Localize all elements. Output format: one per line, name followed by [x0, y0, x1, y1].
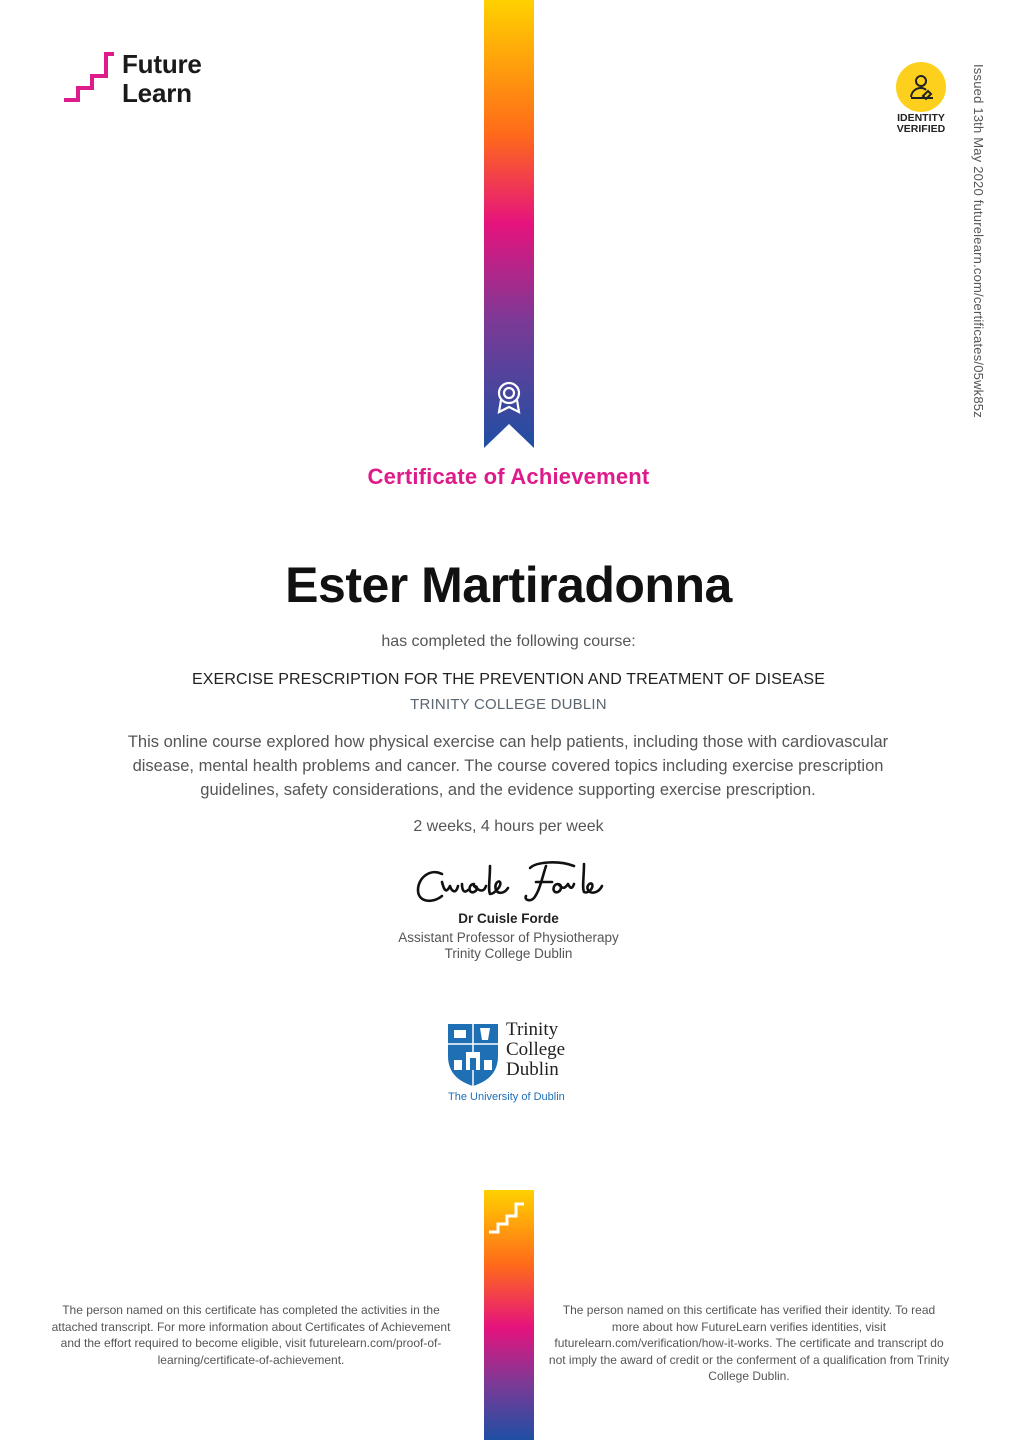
recipient-name: Ester Martiradonna	[285, 557, 732, 613]
signer-role: Assistant Professor of Physiotherapy	[398, 930, 619, 945]
top-ribbon	[484, 0, 534, 448]
issued-date-url: Issued 13th May 2020 futurelearn.com/certificates/05wk85z	[971, 64, 986, 418]
tcd-line-1: Trinity	[506, 1019, 559, 1040]
signature	[412, 856, 608, 912]
tcd-line-2: College	[506, 1039, 566, 1060]
signer-name: Dr Cuisle Forde	[458, 911, 559, 926]
trinity-crest-icon	[446, 1022, 500, 1088]
logo-line-2: Learn	[122, 78, 192, 108]
futurelearn-stairs-logo	[62, 52, 118, 104]
logo-line-1: Future	[122, 49, 202, 79]
signer-organisation: Trinity College Dublin	[444, 946, 573, 961]
course-duration: 2 weeks, 4 hours per week	[413, 818, 604, 835]
identity-verified-badge	[890, 62, 952, 135]
footer-right-text: The person named on this certificate has verified their identity. To read more about how FutureLearn verifies identities, visit futurelearn.com/verification/how-it-works. The certificate and transcript do not imply the award of credit or the conferment of a qualification from Trinity College Dublin.	[548, 1303, 950, 1383]
completed-text: has completed the following course:	[381, 633, 636, 650]
futurelearn-logo	[62, 50, 232, 110]
course-title: EXERCISE PRESCRIPTION FOR THE PREVENTION AND TREATMENT OF DISEASE	[192, 671, 825, 688]
badge-line-2: VERIFIED	[896, 123, 946, 135]
tcd-line-3: Dublin	[506, 1059, 559, 1080]
tcd-subtitle: The University of Dublin	[448, 1091, 565, 1103]
badge-line-1: IDENTITY	[897, 112, 945, 124]
certificate-title: Certificate of Achievement	[367, 464, 650, 489]
trinity-college-logo	[446, 1020, 576, 1110]
identity-verified-icon	[896, 62, 946, 112]
logo-wordmark	[122, 50, 202, 108]
bottom-ribbon	[484, 1190, 534, 1440]
course-institution: TRINITY COLLEGE DUBLIN	[410, 696, 607, 713]
footer-left-text: The person named on this certificate has completed the activities in the attached transcript. For more information about Certificates of Achievement and the effort required to become eligible, visit futurelearn.com/proof-of-learning/certificate-of-achievement.	[51, 1303, 451, 1367]
course-description: This online course explored how physical exercise can help patients, including those with cardiovascular disease, mental health problems and cancer. The course covered topics including exercise prescription guidelines, safety considerations, and the evidence supporting exercise prescription.	[127, 733, 889, 799]
